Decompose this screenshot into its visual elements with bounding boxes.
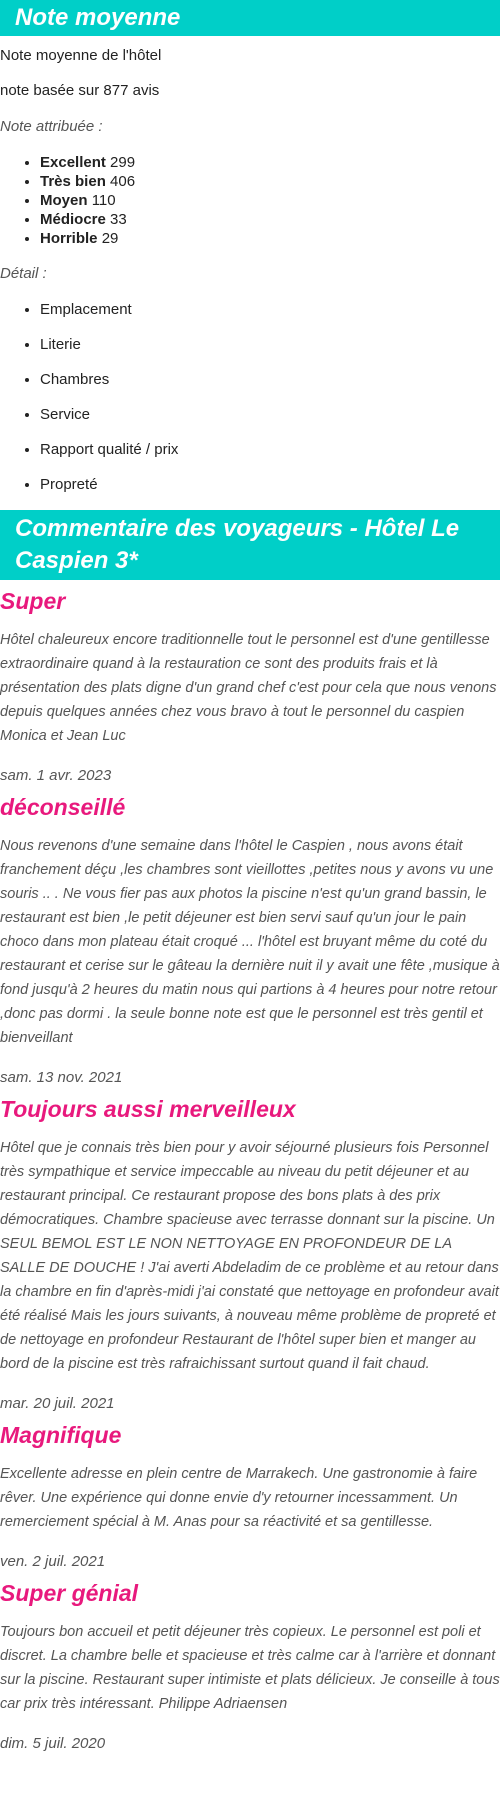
review-date: sam. 13 nov. 2021 bbox=[0, 1069, 123, 1086]
rating-label: Médiocre bbox=[40, 211, 106, 228]
rating-item-excellent bbox=[40, 153, 500, 172]
detail-item-literie: • Literie bbox=[40, 335, 500, 355]
review-date: ven. 2 juil. 2021 bbox=[0, 1553, 106, 1570]
review-date: sam. 1 avr. 2023 bbox=[0, 767, 112, 784]
review-text: Excellente adresse en plein centre de Marrakech. Une gastronomie à faire rêver. Une expérience qui donne envie d'y retourner incessamment. Un remerciement spécial à M. Anas pour sa réactivité et sa gentillesse. bbox=[0, 1466, 478, 1530]
average-rating-subtitle: Note moyenne de l'hôtel bbox=[0, 47, 162, 64]
rating-label: Horrible bbox=[40, 230, 98, 247]
rating-item-moyen bbox=[40, 191, 500, 210]
detail-item-rapport-qualite-prix: • Rapport qualité / prix bbox=[40, 440, 500, 460]
review-date: dim. 5 juil. 2020 bbox=[0, 1735, 106, 1752]
section-heading-traveller-comments: Commentaire des voyageurs - Hôtel Le Caspien 3* bbox=[0, 510, 500, 580]
ratings-label: Note attribuée : bbox=[0, 118, 103, 135]
review-card bbox=[0, 586, 500, 786]
review-card bbox=[0, 792, 500, 1088]
detail-list bbox=[0, 300, 500, 495]
review-card bbox=[0, 1094, 500, 1414]
rating-label: Très bien bbox=[40, 173, 106, 190]
rating-count: 29 bbox=[101, 230, 119, 247]
review-title: déconseillé bbox=[0, 794, 126, 820]
rating-item-mediocre bbox=[40, 210, 500, 229]
rating-item-horrible bbox=[40, 229, 500, 248]
rating-item-tres-bien bbox=[40, 172, 500, 191]
review-card bbox=[0, 1578, 500, 1754]
review-text: Toujours bon accueil et petit déjeuner très copieux. Le personnel est poli et discret. La chambre belle et spacieuse et très calme car à l'arrière et donnant sur la piscine. Restaurant super intimiste et plats délicieux. Je conseille à tous car prix très intéressant. Philippe Adriaensen bbox=[0, 1624, 500, 1712]
review-title: Super génial bbox=[0, 1580, 139, 1606]
rating-count: 406 bbox=[110, 173, 136, 190]
rating-label: Excellent bbox=[40, 154, 106, 171]
review-date: mar. 20 juil. 2021 bbox=[0, 1395, 115, 1412]
review-card bbox=[0, 1420, 500, 1572]
detail-item-chambres: • Chambres bbox=[40, 370, 500, 390]
rating-count: 33 bbox=[110, 211, 127, 228]
review-title: Toujours aussi merveilleux bbox=[0, 1096, 296, 1122]
review-text: Hôtel que je connais très bien pour y avoir séjourné plusieurs fois Personnel très sympathique et service impeccable au niveau du petit déjeuner et au restaurant principal. Ce restaurant propose des bons plats à des prix démocratiques. Chambre spacieuse avec terrasse donnant sur la piscine. Un SEUL BEMOL EST LE NON NETTOYAGE EN PROFONDEUR DE LA SALLE DE DOUCHE ! J'ai averti Abdeladim de ce problème et au retour dans la chambre en fin d'après-midi j'ai constaté que nettoyage en profondeur avait été réalisé Mais les jours suivants, à nouveau même problème de propreté et de nettoyage en profondeur Restaurant de l'hôtel super bien et manger au bord de la piscine est très rafraichissant surtout quand il fait chaud. bbox=[0, 1140, 499, 1372]
detail-label: Détail : bbox=[0, 265, 47, 282]
rating-label: Moyen bbox=[40, 192, 88, 209]
review-title: Magnifique bbox=[0, 1422, 122, 1448]
detail-item-emplacement: • Emplacement bbox=[40, 300, 500, 320]
detail-item-proprete: • Propreté bbox=[40, 475, 500, 495]
section-heading-average-rating: Note moyenne bbox=[0, 0, 500, 36]
detail-item-service: • Service bbox=[40, 405, 500, 425]
review-count: note basée sur 877 avis bbox=[0, 82, 160, 99]
rating-count: 110 bbox=[91, 192, 116, 209]
review-text: Hôtel chaleureux encore traditionnelle tout le personnel est d'une gentillesse extraordinaire quand à la restauration ce sont des produits frais et là présentation des plats digne d'un grand chef c'est pour cela que nous venons depuis quelques années chez vous bravo à tout le personnel du caspien Monica et Jean Luc bbox=[0, 632, 497, 744]
review-title: Super bbox=[0, 588, 66, 614]
review-text: Nous revenons d'une semaine dans l'hôtel le Caspien , nous avons était franchement déçu ,les chambres sont vieillottes ,petites nous y avons vu une souris .. . Ne vous fier pas aux photos la piscine n'est qu'un grand bassin, le restaurant est bien ,le petit déjeuner est bien servi sauf qu'un jour le pain choco dans mon plateau était croqué ... l'hôtel est bruyant même du coté du restaurant et cerise sur le gâteau la dernière nuit il y avait une fête ,musique à fond jusqu'à 2 heures du matin nous qui partions à 4 heures pour notre retour ,donc pas dormi . la seule bonne note est que le personnel est très gentil et bienveillant bbox=[0, 838, 500, 1046]
ratings-list bbox=[0, 153, 500, 248]
rating-count: 299 bbox=[110, 154, 136, 171]
